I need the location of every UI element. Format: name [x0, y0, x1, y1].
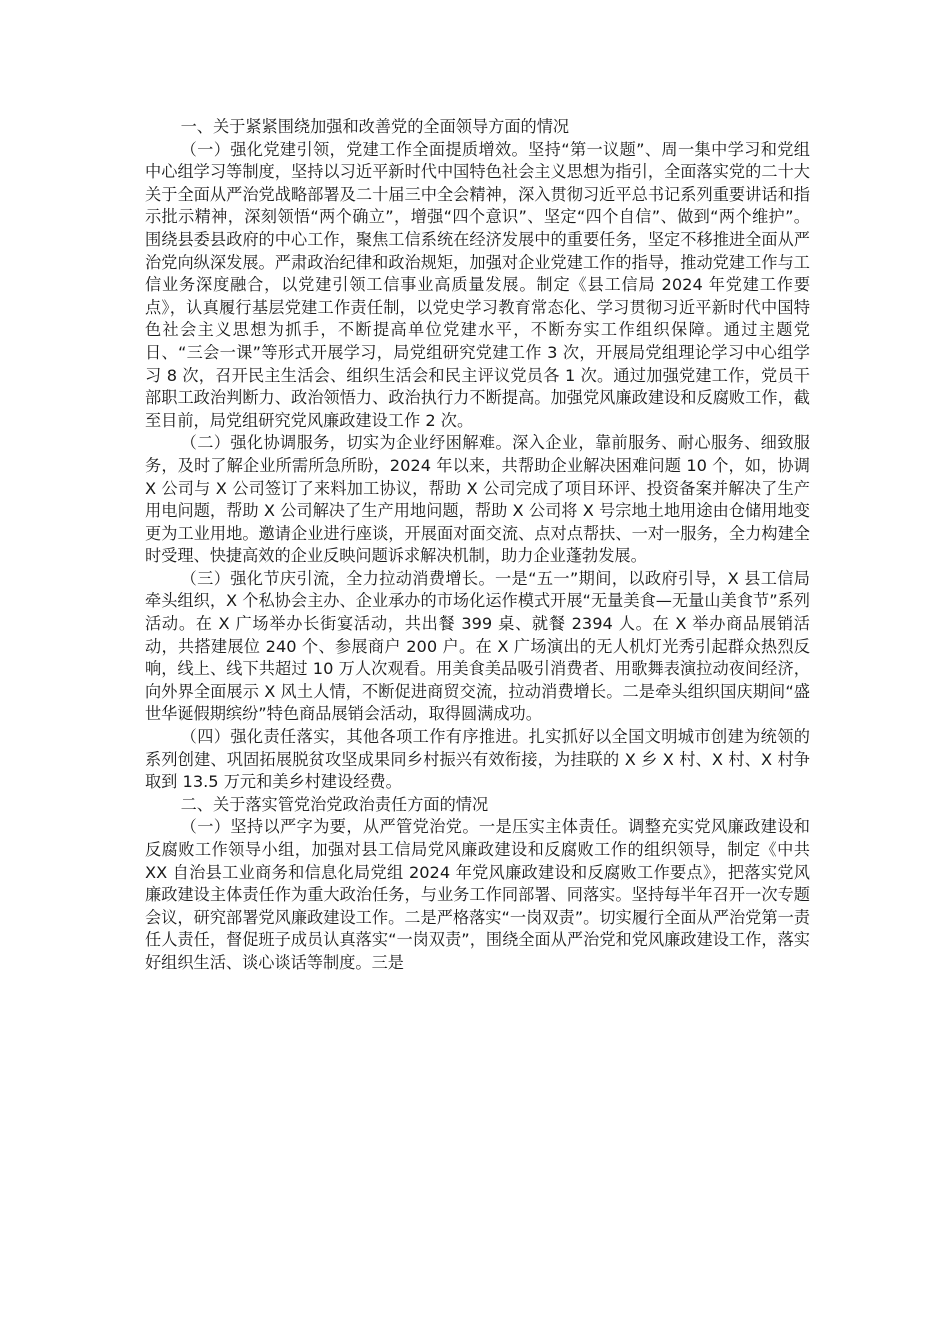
paragraph-1-3: （三）强化节庆引流，全力拉动消费增长。一是“五一”期间，以政府引导，X 县工信局牵头组织，X 个私协会主办、企业承办的市场化运作模式开展“无量美食—无量山美食节”系列活动。在 X 广场举办长街宴活动，共出餐 399 桌、就餐 2394 人。在 X 举办商品展销活动，共搭建展位 240 个、参展商户 200 户。在 X 广场演出的无人机灯光秀引起群众热烈反响，线上、线下共超过 10 万人次观看。用美食美品吸引消费者、用歌舞表演拉动夜间经济，向外界全面展示 X 风土人情，不断促进商贸交流，拉动消费增长。二是牵头组织国庆期间“盛世华诞假期缤纷”特色商品展销会活动，取得圆满成功。	[145, 568, 810, 724]
paragraph-2-1: （一）坚持以严字为要，从严管党治党。一是压实主体责任。调整充实党风廉政建设和反腐败工作领导小组，加强对县工信局党风廉政建设和反腐败工作的组织领导，制定《中共 XX 自治县工业商务和信息化局党组 2024 年党风廉政建设和反腐败工作要点》，把落实党风廉政建设主体责任作为重大政治任务，与业务工作同部署、同落实。坚持每半年召开一次专题会议，研究部署党风廉政建设工作。二是严格落实“一岗双责”。切实履行全面从严治党第一责任人责任，督促班子成员认真落实“一岗双责”，围绕全面从严治党和党风廉政建设工作，落实好组织生活、谈心谈话等制度。三是	[145, 817, 810, 972]
section-heading-1: 一、关于紧紧围绕加强和改善党的全面领导方面的情况	[180, 117, 570, 136]
paragraph-1-1: （一）强化党建引领，党建工作全面提质增效。坚持“第一议题”、周一集中学习和党组中心组学习等制度，坚持以习近平新时代中国特色社会主义思想为指引，全面落实党的二十大关于全面从严治党战略部署及二十届三中全会精神，深入贯彻习近平总书记系列重要讲话和指示批示精神，深刻领悟“两个确立”，增强“四个意识”、坚定“四个自信”、做到“两个维护”。围绕县委县政府的中心工作，聚焦工信系统在经济发展中的重要任务，坚定不移推进全面从严治党向纵深发展。严肃政治纪律和政治规矩，加强对企业党建工作的指导，推动党建工作与工信业务深度融合，以党建引领工信事业高质量发展。制定《县工信局 2024 年党建工作要点》，认真履行基层党建工作责任制，以党史学习教育常态化、学习贯彻习近平新时代中国特色社会主义思想为抓手，不断提高单位党建水平，不断夯实工作组织保障。通过主题党日、“三会一课”等形式开展学习，局党组研究党建工作 3 次，开展局党组理论学习中心组学习 8 次，召开民主生活会、组织生活会和民主评议党员各 1 次。通过加强党建工作，党员干部职工政治判断力、政治领悟力、政治执行力不断提高。加强党风廉政建设和反腐败工作，截至目前，局党组研究党风廉政建设工作 2 次。	[145, 139, 810, 430]
section-heading-2: 二、关于落实管党治党政治责任方面的情况	[180, 794, 489, 814]
paragraph-1-4: （四）强化责任落实，其他各项工作有序推进。扎实抓好以全国文明城市创建为统领的系列创建、巩固拓展脱贫攻坚成果同乡村振兴有效衔接，为挂联的 X 乡 X 村、X 村、X 村争取到 13.5 万元和美乡村建设经费。	[145, 727, 810, 792]
paragraph-1-2: （二）强化协调服务，切实为企业纾困解难。深入企业，靠前服务、耐心服务、细致服务，及时了解企业所需所急所盼，2024 年以来，共帮助企业解决困难问题 10 个，如，协调 X 公司与 X 公司签订了来料加工协议，帮助 X 公司完成了项目环评、投资备案并解决了生产用电问题，帮助 X 公司解决了生产用地问题，帮助 X 公司将 X 号宗地土地用途由仓储用地变更为工业用地。邀请企业进行座谈，开展面对面交流、点对点帮扶、一对一服务，全力构建全时受理、快捷高效的企业反映问题诉求解决机制，助力企业蓬勃发展。	[145, 433, 810, 566]
document-body	[145, 116, 810, 975]
